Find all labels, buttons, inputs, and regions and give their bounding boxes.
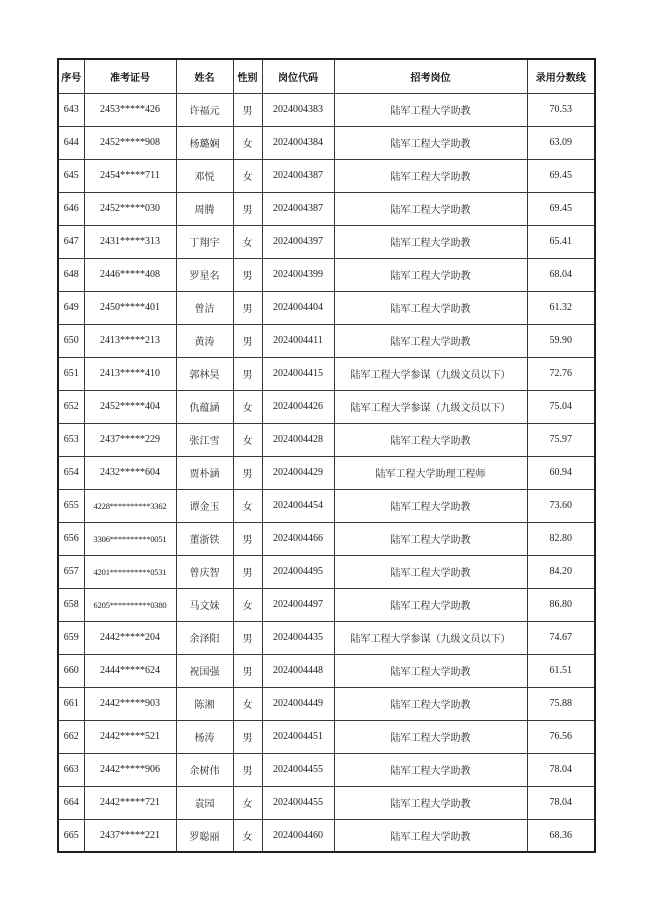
cell-position: 陆军工程大学助教 [334, 225, 527, 258]
cell-gender: 男 [233, 258, 262, 291]
cell-score: 75.04 [527, 390, 595, 423]
cell-name: 邓悦 [176, 159, 233, 192]
cell-position: 陆军工程大学助教 [334, 720, 527, 753]
cell-name: 杨璐娴 [176, 126, 233, 159]
cell-position: 陆军工程大学助教 [334, 588, 527, 621]
cell-seq: 665 [58, 819, 84, 852]
header-position: 招考岗位 [334, 59, 527, 93]
cell-seq: 656 [58, 522, 84, 555]
table-row [58, 324, 595, 357]
cell-name: 谭金玉 [176, 489, 233, 522]
table-row [58, 258, 595, 291]
cell-name: 罗聪丽 [176, 819, 233, 852]
cell-position: 陆军工程大学助教 [334, 93, 527, 126]
cell-score: 65.41 [527, 225, 595, 258]
cell-seq: 657 [58, 555, 84, 588]
cell-code: 2024004448 [262, 654, 334, 687]
cell-gender: 男 [233, 192, 262, 225]
table-row [58, 489, 595, 522]
cell-code: 2024004411 [262, 324, 334, 357]
cell-position: 陆军工程大学助教 [334, 819, 527, 852]
table-header [58, 59, 595, 93]
cell-name: 陈湘 [176, 687, 233, 720]
cell-code: 2024004435 [262, 621, 334, 654]
cell-gender: 女 [233, 423, 262, 456]
cell-score: 76.56 [527, 720, 595, 753]
table-row [58, 654, 595, 687]
cell-seq: 654 [58, 456, 84, 489]
cell-position: 陆军工程大学助教 [334, 555, 527, 588]
cell-position: 陆军工程大学助教 [334, 126, 527, 159]
cell-ticket: 2452*****030 [84, 192, 176, 225]
table-body [58, 93, 595, 852]
cell-code: 2024004428 [262, 423, 334, 456]
cell-code: 2024004451 [262, 720, 334, 753]
cell-gender: 女 [233, 588, 262, 621]
cell-name: 张江雪 [176, 423, 233, 456]
cell-seq: 663 [58, 753, 84, 786]
table-row [58, 588, 595, 621]
cell-gender: 女 [233, 225, 262, 258]
cell-score: 73.60 [527, 489, 595, 522]
cell-position: 陆军工程大学参谋（九级文员以下） [334, 357, 527, 390]
header-seq: 序号 [58, 59, 84, 93]
cell-ticket: 2413*****213 [84, 324, 176, 357]
table-row [58, 225, 595, 258]
cell-code: 2024004449 [262, 687, 334, 720]
cell-gender: 女 [233, 489, 262, 522]
cell-name: 贾朴涵 [176, 456, 233, 489]
cell-seq: 659 [58, 621, 84, 654]
cell-name: 曾庆智 [176, 555, 233, 588]
cell-position: 陆军工程大学助教 [334, 654, 527, 687]
cell-ticket: 6205**********0380 [84, 588, 176, 621]
cell-code: 2024004455 [262, 753, 334, 786]
cell-score: 84.20 [527, 555, 595, 588]
cell-name: 杨涛 [176, 720, 233, 753]
cell-ticket: 2431*****313 [84, 225, 176, 258]
cell-ticket: 2442*****721 [84, 786, 176, 819]
cell-position: 陆军工程大学助教 [334, 687, 527, 720]
cell-seq: 649 [58, 291, 84, 324]
table-row [58, 192, 595, 225]
cell-score: 69.45 [527, 192, 595, 225]
cell-position: 陆军工程大学助教 [334, 324, 527, 357]
cell-position: 陆军工程大学助教 [334, 423, 527, 456]
cell-gender: 女 [233, 126, 262, 159]
cell-seq: 648 [58, 258, 84, 291]
cell-score: 70.53 [527, 93, 595, 126]
cell-gender: 女 [233, 159, 262, 192]
cell-score: 68.04 [527, 258, 595, 291]
cell-name: 余泽阳 [176, 621, 233, 654]
table-row [58, 522, 595, 555]
cell-seq: 664 [58, 786, 84, 819]
cell-seq: 651 [58, 357, 84, 390]
cell-name: 丁翔宇 [176, 225, 233, 258]
cell-code: 2024004429 [262, 456, 334, 489]
header-score: 录用分数线 [527, 59, 595, 93]
cell-score: 75.88 [527, 687, 595, 720]
cell-score: 60.94 [527, 456, 595, 489]
header-ticket: 准考证号 [84, 59, 176, 93]
cell-code: 2024004399 [262, 258, 334, 291]
cell-name: 许福元 [176, 93, 233, 126]
cell-code: 2024004454 [262, 489, 334, 522]
table-row [58, 819, 595, 852]
table-row [58, 357, 595, 390]
cell-gender: 男 [233, 753, 262, 786]
cell-gender: 女 [233, 687, 262, 720]
cell-seq: 655 [58, 489, 84, 522]
cell-ticket: 2452*****908 [84, 126, 176, 159]
cell-name: 余树伟 [176, 753, 233, 786]
table-row [58, 621, 595, 654]
cell-seq: 646 [58, 192, 84, 225]
cell-score: 68.36 [527, 819, 595, 852]
cell-ticket: 2453*****426 [84, 93, 176, 126]
table-row [58, 753, 595, 786]
cell-code: 2024004426 [262, 390, 334, 423]
cell-name: 袁园 [176, 786, 233, 819]
cell-seq: 652 [58, 390, 84, 423]
cell-name: 郭林昊 [176, 357, 233, 390]
table-row [58, 720, 595, 753]
cell-score: 61.32 [527, 291, 595, 324]
cell-seq: 660 [58, 654, 84, 687]
header-name: 姓名 [176, 59, 233, 93]
cell-code: 2024004397 [262, 225, 334, 258]
cell-position: 陆军工程大学助教 [334, 753, 527, 786]
cell-gender: 男 [233, 456, 262, 489]
cell-score: 74.67 [527, 621, 595, 654]
table-row [58, 126, 595, 159]
cell-gender: 男 [233, 555, 262, 588]
cell-ticket: 2450*****401 [84, 291, 176, 324]
cell-gender: 女 [233, 390, 262, 423]
cell-seq: 662 [58, 720, 84, 753]
cell-gender: 男 [233, 93, 262, 126]
cell-seq: 643 [58, 93, 84, 126]
cell-score: 63.09 [527, 126, 595, 159]
cell-name: 黄涛 [176, 324, 233, 357]
cell-position: 陆军工程大学助教 [334, 291, 527, 324]
cell-code: 2024004404 [262, 291, 334, 324]
cell-ticket: 2454*****711 [84, 159, 176, 192]
cell-seq: 644 [58, 126, 84, 159]
cell-ticket: 2432*****604 [84, 456, 176, 489]
cell-score: 75.97 [527, 423, 595, 456]
cell-ticket: 2437*****221 [84, 819, 176, 852]
cell-score: 86.80 [527, 588, 595, 621]
cell-position: 陆军工程大学助教 [334, 258, 527, 291]
cell-position: 陆军工程大学助教 [334, 159, 527, 192]
cell-score: 72.76 [527, 357, 595, 390]
cell-gender: 男 [233, 291, 262, 324]
cell-position: 陆军工程大学参谋（九级文员以下） [334, 390, 527, 423]
table-row [58, 555, 595, 588]
cell-position: 陆军工程大学助教 [334, 786, 527, 819]
cell-name: 罗星名 [176, 258, 233, 291]
cell-code: 2024004497 [262, 588, 334, 621]
cell-seq: 645 [58, 159, 84, 192]
cell-code: 2024004495 [262, 555, 334, 588]
cell-ticket: 2437*****229 [84, 423, 176, 456]
cell-code: 2024004455 [262, 786, 334, 819]
cell-ticket: 3306**********0051 [84, 522, 176, 555]
cell-gender: 男 [233, 720, 262, 753]
cell-code: 2024004460 [262, 819, 334, 852]
cell-ticket: 2452*****404 [84, 390, 176, 423]
cell-code: 2024004384 [262, 126, 334, 159]
cell-code: 2024004387 [262, 159, 334, 192]
cell-position: 陆军工程大学助教 [334, 522, 527, 555]
table-row [58, 159, 595, 192]
cell-seq: 647 [58, 225, 84, 258]
cell-gender: 男 [233, 357, 262, 390]
header-row [58, 59, 595, 93]
cell-ticket: 2413*****410 [84, 357, 176, 390]
cell-position: 陆军工程大学助教 [334, 489, 527, 522]
cell-code: 2024004383 [262, 93, 334, 126]
table-row [58, 786, 595, 819]
cell-code: 2024004466 [262, 522, 334, 555]
cell-position: 陆军工程大学助理工程师 [334, 456, 527, 489]
cell-gender: 男 [233, 522, 262, 555]
cell-score: 78.04 [527, 753, 595, 786]
header-code: 岗位代码 [262, 59, 334, 93]
cell-name: 祝国强 [176, 654, 233, 687]
table-row [58, 687, 595, 720]
cell-name: 董浙铁 [176, 522, 233, 555]
cell-position: 陆军工程大学助教 [334, 192, 527, 225]
cell-ticket: 2446*****408 [84, 258, 176, 291]
cell-ticket: 2442*****906 [84, 753, 176, 786]
cell-gender: 男 [233, 621, 262, 654]
cell-seq: 650 [58, 324, 84, 357]
cell-seq: 658 [58, 588, 84, 621]
cell-code: 2024004415 [262, 357, 334, 390]
cell-gender: 女 [233, 819, 262, 852]
cell-ticket: 2442*****903 [84, 687, 176, 720]
table-row [58, 456, 595, 489]
cell-name: 仇蕴涵 [176, 390, 233, 423]
cell-gender: 男 [233, 654, 262, 687]
admission-score-table [57, 58, 596, 853]
cell-code: 2024004387 [262, 192, 334, 225]
cell-name: 周腾 [176, 192, 233, 225]
table-row [58, 93, 595, 126]
cell-name: 曾洁 [176, 291, 233, 324]
cell-score: 61.51 [527, 654, 595, 687]
header-gender: 性别 [233, 59, 262, 93]
cell-name: 马文妹 [176, 588, 233, 621]
cell-ticket: 2442*****521 [84, 720, 176, 753]
cell-score: 69.45 [527, 159, 595, 192]
cell-ticket: 4228**********3362 [84, 489, 176, 522]
cell-score: 59.90 [527, 324, 595, 357]
cell-score: 82.80 [527, 522, 595, 555]
cell-gender: 女 [233, 786, 262, 819]
cell-seq: 661 [58, 687, 84, 720]
table-row [58, 423, 595, 456]
table-row [58, 291, 595, 324]
cell-ticket: 2444*****624 [84, 654, 176, 687]
table-row [58, 390, 595, 423]
cell-gender: 男 [233, 324, 262, 357]
cell-ticket: 2442*****204 [84, 621, 176, 654]
cell-ticket: 4201**********0531 [84, 555, 176, 588]
cell-score: 78.04 [527, 786, 595, 819]
cell-seq: 653 [58, 423, 84, 456]
cell-position: 陆军工程大学参谋（九级文员以下） [334, 621, 527, 654]
